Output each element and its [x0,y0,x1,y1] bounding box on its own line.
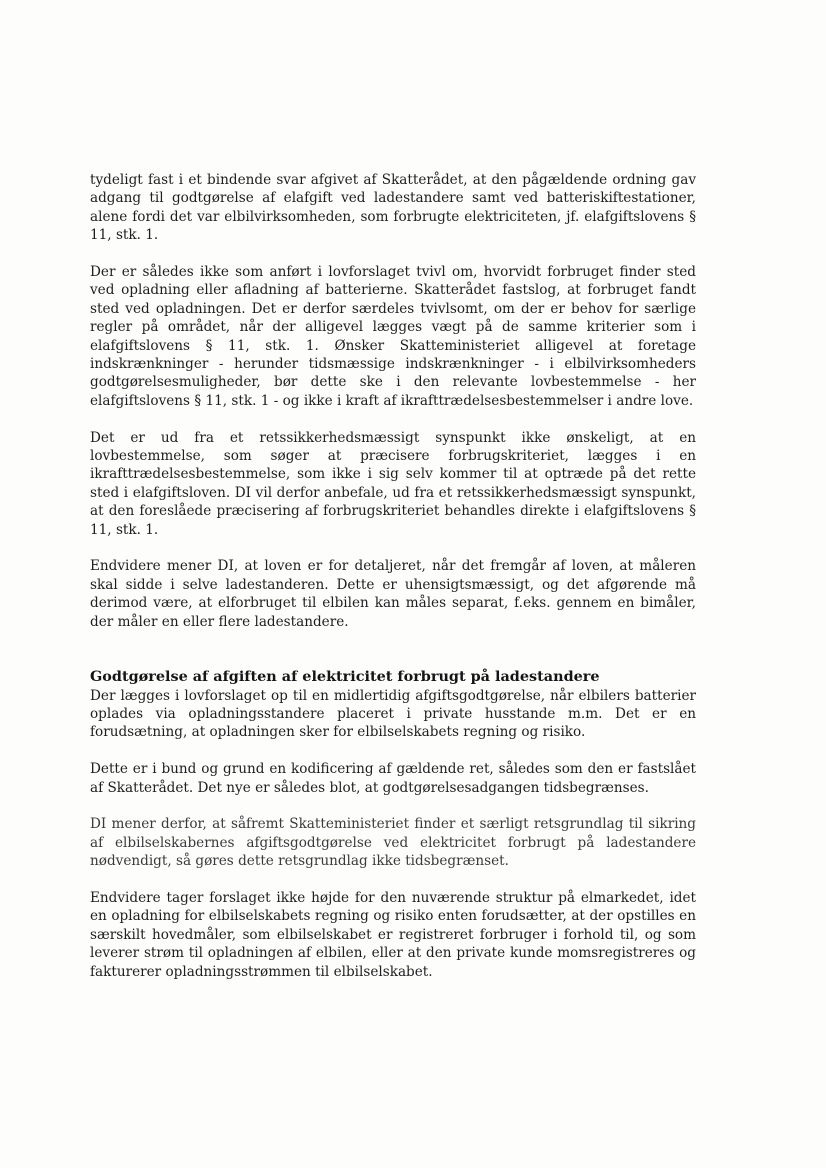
paragraph-meter-detail: Endvidere mener DI, at loven er for detaljeret, når det fremgår af loven, at måleren skal sidde i selve ladestanderen. Dette er uhensigtsmæssigt, og det afgørende må derimod være, at elforbruget til elbilen kan måles separat, f.eks. gennem en bimåler, der måler en eller flere ladestandere. [90,558,696,630]
paragraph-legal-certainty: Det er ud fra et retssikkerhedsmæssigt synspunkt ikke ønskeligt, at en lovbestemmelse, som søger at præcisere forbrugskriteriet, lægges i en ikrafttrædelsesbestemmelse, som ikke i sig selv kommer til at optræde på det rette sted i elafgiftsloven. DI vil derfor anbefale, ud fra et retssikkerhedsmæssigt synspunkt, at den foreslåede præcisering af forbrugskriteriet behandles direkte i elafgiftslovens § 11, stk. 1. [90,429,696,538]
paragraph-codification: Dette er i bund og grund en kodificering af gældende ret, således som den er fastslået af Skatterådet. Det nye er således blot, at godtgørelsesadgangen tidsbegrænses. [90,761,696,796]
paragraph-consumption-charging: Der er således ikke som anført i lovforslaget tvivl om, hvorvidt forbruget finder sted ved opladning eller afladning af batterierne. Skatterådet fastslog, at forbruget fandt sted ved opladningen. Det er derfor særdeles tvivlsomt, om der er behov for særlige regler på området, når der alligevel lægges vægt på de samme kriterier som i elafgiftslovens § 11, stk. 1. Ønsker Skatteministeriet alligevel at foretage indskrænkninger - herunder tidsmæssige indskrænkninger - i elbilvirksomheders godtgørelsesmuligheder, bør dette ske i den relevante lovbestemmelse - her elafgiftslovens § 11, stk. 1 - og ikke i kraft af ikrafttrædelsesbestemmelser i andre love. [90,264,696,409]
paragraph-binding-ruling: tydeligt fast i et bindende svar afgivet af Skatterådet, at den pågældende ordning gav adgang til godtgørelse af elafgift ved ladestandere samt ved batteriskiftestationer, alene fordi det var elbilvirksomheden, som forbrugte elektriciteten, jf. elafgiftslovens § 11, stk. 1. [90,172,696,244]
paragraph-di-opinion: DI mener derfor, at såfremt Skatteministeriet finder et særligt retsgrundlag til sikring af elbilselskabernes afgiftsgodtgørelse ved elektricitet forbrugt på ladestandere nødvendigt, så gøres dette retsgrundlag ikke tidsbegrænset. [90,816,696,870]
section-heading: Godtgørelse af afgiften af elektricitet forbrugt på ladestandere [90,668,600,686]
paragraph-market-structure: Endvidere tager forslaget ikke højde for den nuværende struktur på elmarkedet, idet en opladning for elbilselskabets regning og risiko enten forudsætter, at der opstilles en særskilt hovedmåler, som elbilselskabet er registreret forbruger i forhold til, og som leverer strøm til opladningen af elbilen, eller at den private kunde momsregistreres og fakturerer opladningsstrømmen til elbilselskabet. [90,889,696,980]
paragraph-temporary-refund: Der lægges i lovforslaget op til en midlertidig afgiftsgodtgørelse, når elbilers batterier oplades via opladningsstandere placeret i private husstande m.m. Det er en forudsætning, at opladningen sker for elbilselskabets regning og risiko. [90,687,696,741]
document-body [90,171,696,999]
